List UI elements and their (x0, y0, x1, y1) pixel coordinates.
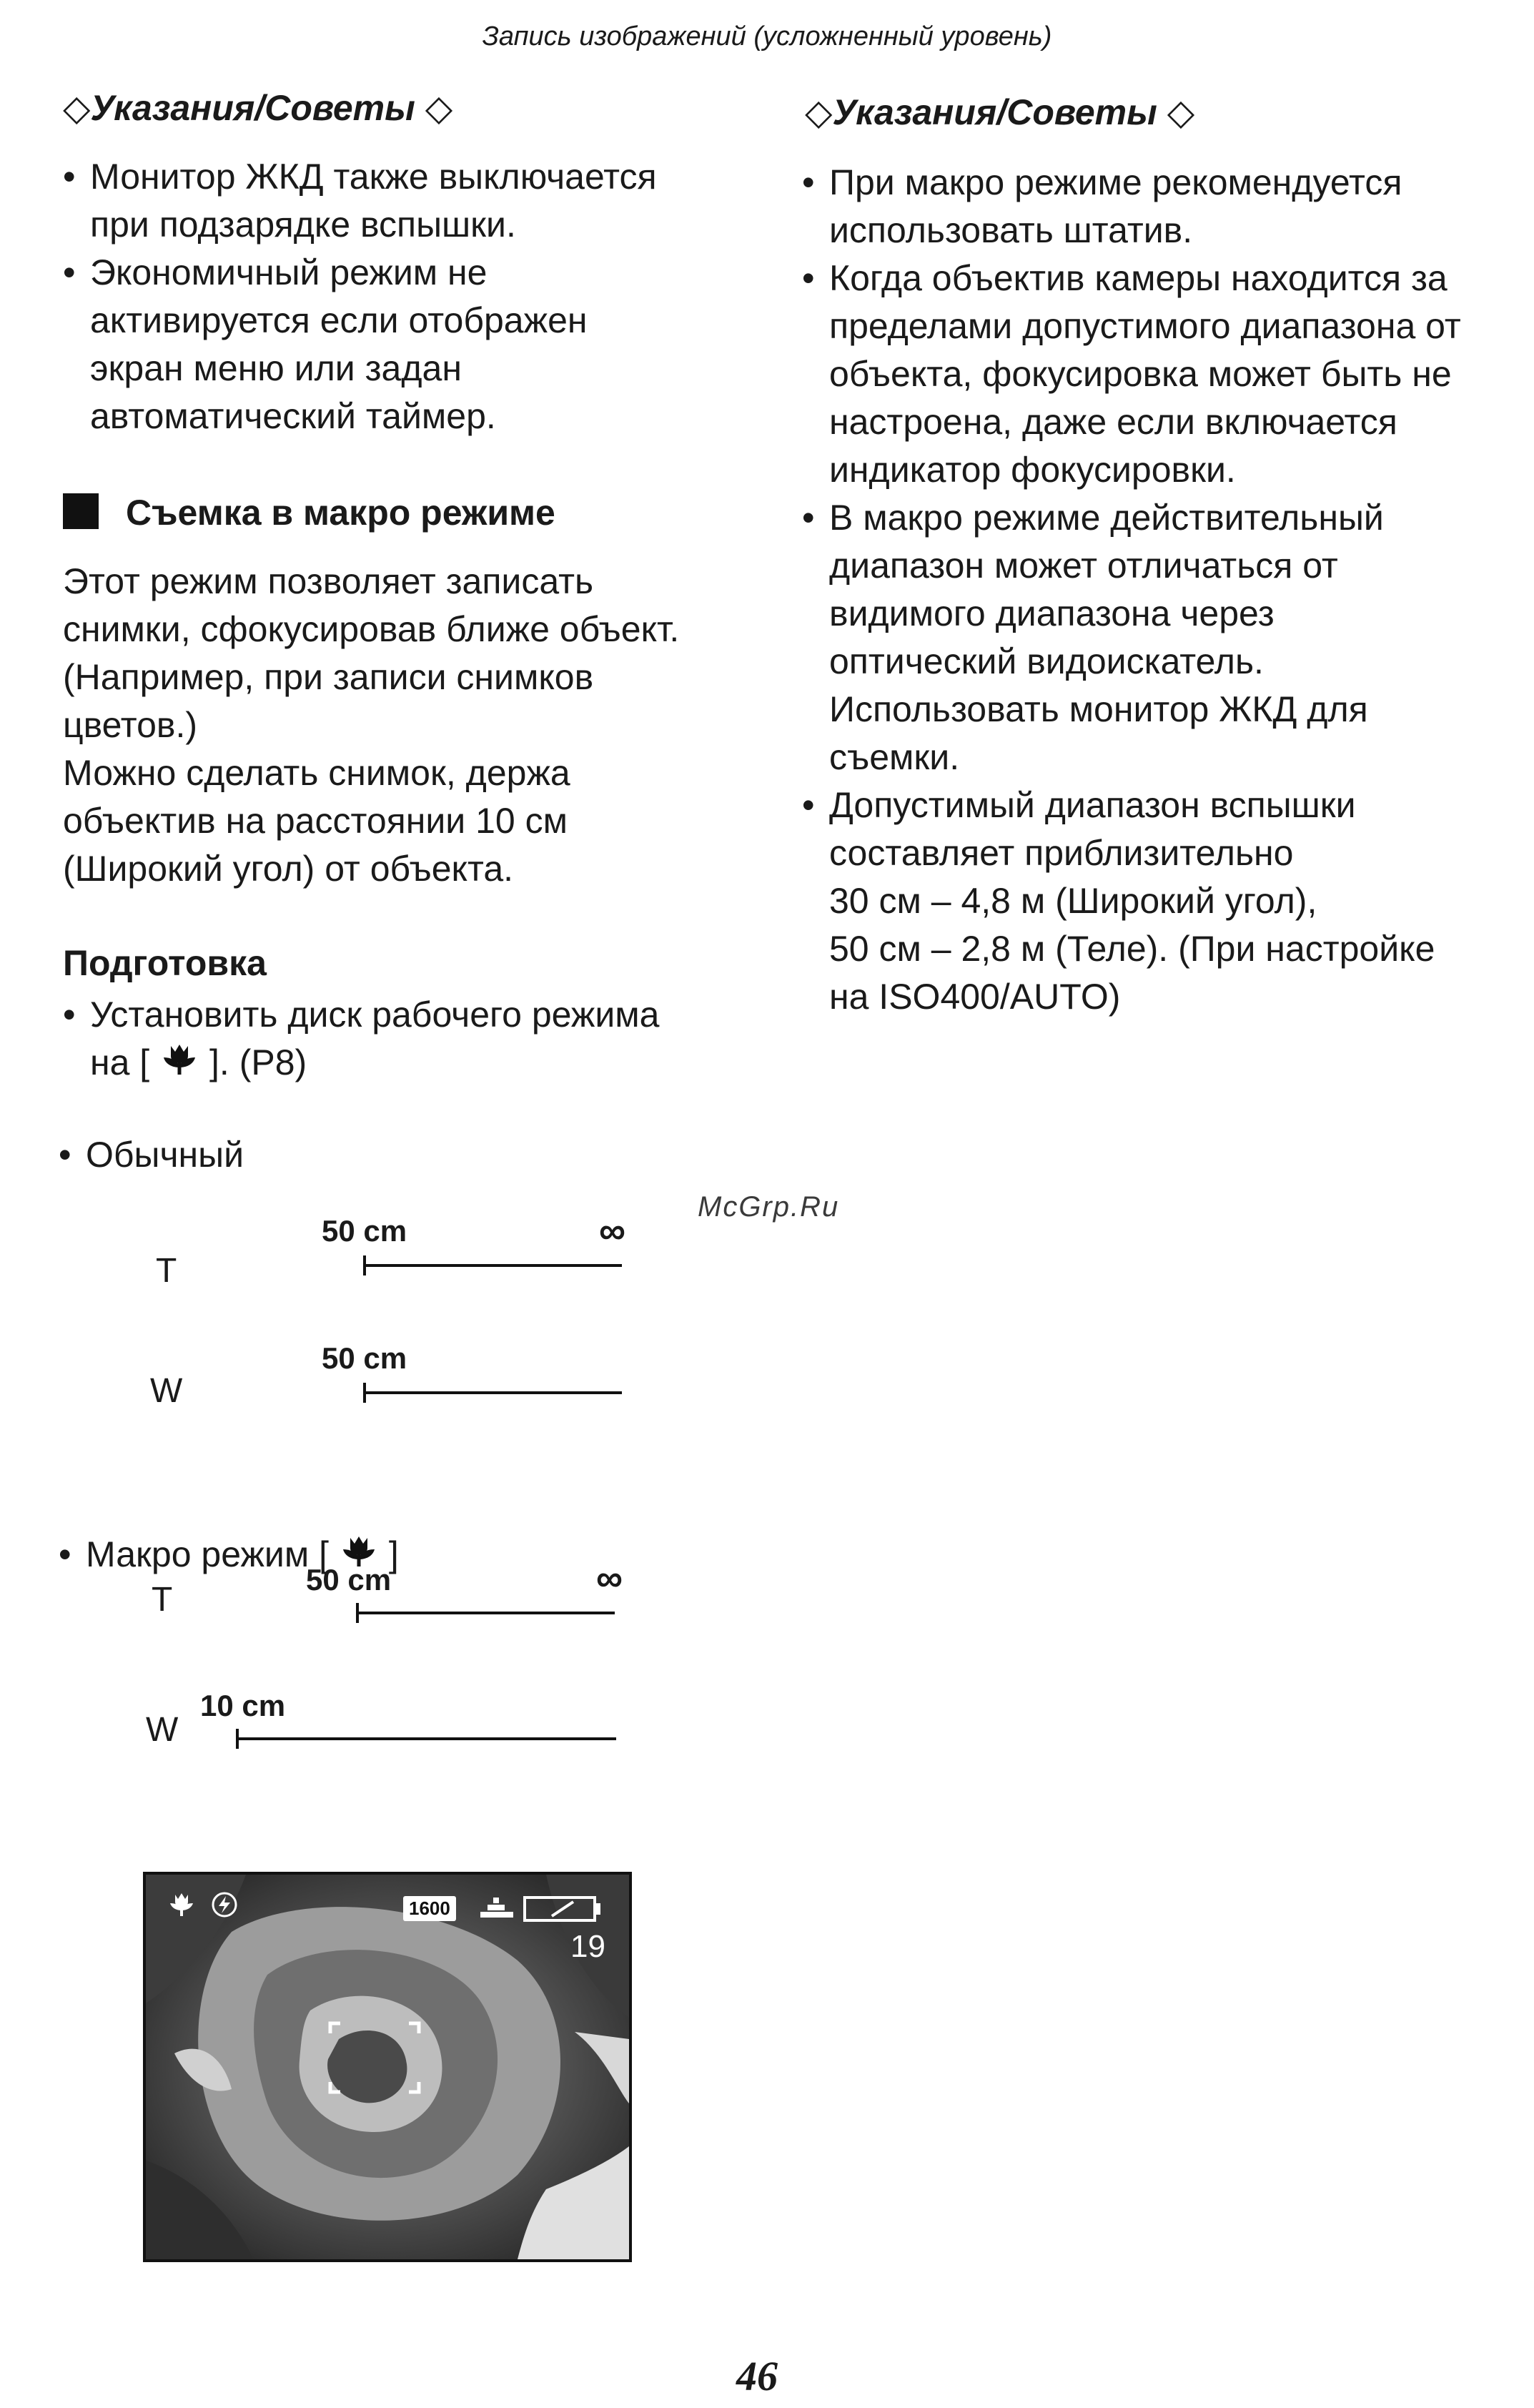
right-tips-title (805, 92, 1194, 133)
normal-wide-label: W (150, 1372, 183, 1410)
lcd-macro-icon (167, 1892, 196, 1918)
page-header: Запись изображений (усложненный уровень) (482, 21, 1052, 51)
diamond-icon: ◇ (425, 88, 453, 128)
rose-photo (146, 1875, 629, 2259)
lcd-battery-icon (522, 1895, 602, 1923)
lcd-quality-icon (479, 1896, 515, 1920)
normal-wide-range-line (357, 1378, 629, 1407)
macro-mode-label: • Макро режим [ ] (59, 1531, 1534, 1579)
diamond-icon: ◇ (1167, 92, 1195, 132)
page-number: 46 (736, 2353, 778, 2399)
right-tip-3: • В макро режиме действительный диапазон может отличаться от видимого диапазона через оптический видоискатель. Использовать монитор ЖКД для съемки. (802, 494, 1517, 781)
lcd-flash-off-icon (209, 1890, 240, 1919)
macro-tele-label: T (152, 1581, 173, 1619)
section-square-icon (63, 493, 99, 529)
watermark: McGrp.Ru (698, 1191, 840, 1223)
macro-tele-range-line (350, 1599, 622, 1627)
macro-wide-distance: 10 cm (200, 1689, 286, 1722)
normal-mode-label: • Обычный (59, 1131, 1534, 1179)
normal-wide-distance: 50 cm (322, 1341, 407, 1375)
lcd-preview-photo (143, 1872, 632, 2262)
prep-item: • Установить диск рабочего режима на [ ]. (P8) (63, 991, 778, 1087)
normal-tele-distance: 50 cm (322, 1214, 407, 1248)
lcd-iso-badge: 1600 (403, 1896, 456, 1921)
macro-flower-icon (159, 1042, 199, 1077)
prep-list (63, 991, 778, 1087)
macro-wide-label: W (146, 1711, 179, 1749)
prep-title: Подготовка (63, 943, 267, 983)
normal-tele-range-line (357, 1251, 629, 1280)
normal-tele-infinity: ∞ (599, 1210, 626, 1252)
macro-wide-range-line (230, 1724, 623, 1753)
right-tip-4: • Допустимый диапазон вспышки составляет приблизительно 30 см – 4,8 м (Широкий угол), 50 см – 2,8 м (Теле). (При настройке на ISO400/AUTO) (802, 781, 1517, 1021)
right-tip-1: • При макро режиме рекомендуется использовать штатив. (802, 159, 1517, 255)
right-tips-list (802, 159, 1517, 1021)
diamond-icon: ◇ (805, 92, 833, 132)
section-title: Съемка в макро режиме (63, 492, 555, 533)
macro-tele-infinity: ∞ (596, 1558, 623, 1599)
left-tips-title (63, 87, 452, 129)
right-tip-2: • Когда объектив камеры находится за пределами допустимого диапазона от объекта, фокусировка может быть не настроена, даже если включается индикатор фокусировки. (802, 255, 1517, 494)
lcd-shots-remaining: 19 (570, 1929, 605, 1964)
macro-tele-distance: 50 cm (306, 1563, 392, 1597)
left-tip-1: • Монитор ЖКД также выключается при подзарядке вспышки. (63, 153, 778, 249)
section-paragraph: Этот режим позволяет записать снимки, сфокусировав ближе объект. (Например, при записи снимков цветов.) Можно сделать снимок, держа объектив на расстоянии 10 см (Широкий угол) от объекта. (63, 561, 680, 889)
right-tips-title-text: Указания/Советы (832, 92, 1157, 132)
left-tip-2: • Экономичный режим не активируется если отображен экран меню или задан автоматический таймер. (63, 249, 778, 440)
normal-tele-label: T (156, 1252, 177, 1290)
left-tips-list (63, 153, 778, 440)
diamond-icon: ◇ (63, 88, 91, 128)
left-tips-title-text: Указания/Советы (90, 88, 415, 128)
